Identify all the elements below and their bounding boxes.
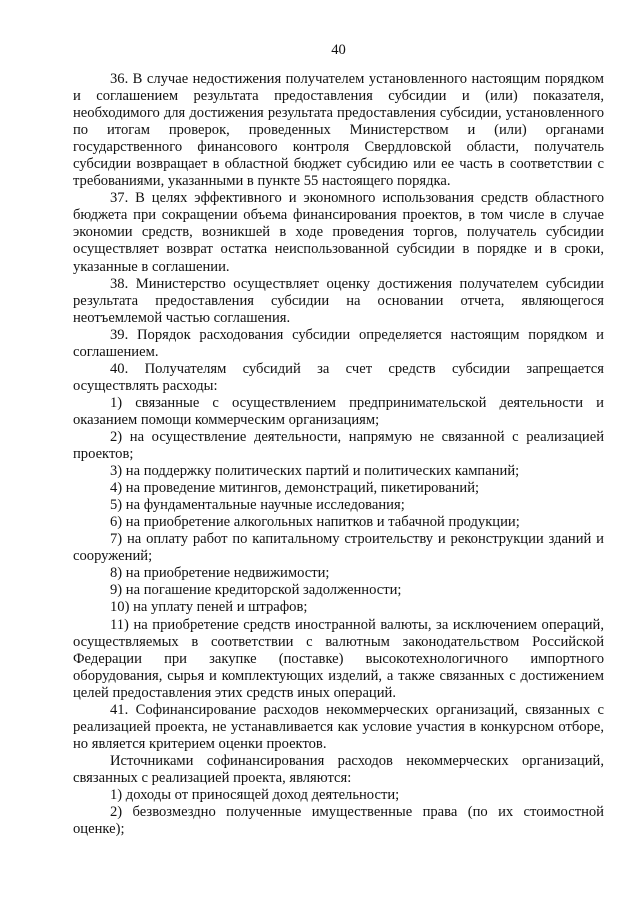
list-item-40-8: 8) на приобретение недвижимости; xyxy=(110,565,330,582)
paragraph-cofinancing-sources: Источниками софинансирования расходов некоммерческих организаций, связанных с реализацией проекта, являются: xyxy=(73,752,604,786)
paragraph-36: 36. В случае недостижения получателем установленного настоящим порядком и соглашением результата предоставления субсидии и (или) показателя, необходимого для достижения результата предоставления субсидии, установленного по итогам проверок, проведенных Министерством и (или) органами государственного финансового контроля Свердловской области, получатель субсидии возвращает в областной бюджет субсидию или ее часть в соответствии с требованиями, указанными в пункте 55 настоящего порядка. xyxy=(73,71,604,190)
paragraph-41: 41. Софинансирование расходов некоммерческих организаций, связанных с реализацией проекта, не устанавливается как условие участия в конкурсном отборе, но является критерием оценки проектов. xyxy=(73,701,604,752)
list-item-40-6: 6) на приобретение алкогольных напитков и табачной продукции; xyxy=(110,514,520,531)
list-item-40-7: 7) на оплату работ по капитальному строительству и реконструкции зданий и сооружений; xyxy=(73,531,604,565)
list-item-sources-2: 2) безвозмездно полученные имущественные права (по их стоимостной оценке); xyxy=(73,804,604,838)
list-item-40-1: 1) связанные с осуществлением предпринимательской деятельности и оказанием помощи коммерческим организациям; xyxy=(73,394,604,428)
list-item-40-4: 4) на проведение митингов, демонстраций, пикетирований; xyxy=(110,480,480,497)
list-item-40-2: 2) на осуществление деятельности, напрямую не связанной с реализацией проектов; xyxy=(73,428,604,463)
list-item-40-9: 9) на погашение кредиторской задолженности; xyxy=(110,582,402,599)
paragraph-37: 37. В целях эффективного и экономного использования средств областного бюджета при сокращении объема финансирования проектов, в том числе в случае экономии средств, возникшей в ходе проведения торгов, получатель субсидии осуществляет возврат остатка неиспользованной субсидии в порядке и в сроки, указанные в соглашении. xyxy=(73,190,604,275)
paragraph-39: 39. Порядок расходования субсидии определяется настоящим порядком и соглашением. xyxy=(73,326,604,360)
page-number: 40 xyxy=(331,42,346,58)
paragraph-40: 40. Получателям субсидий за счет средств субсидии запрещается осуществлять расходы: xyxy=(73,360,604,394)
list-item-40-3: 3) на поддержку политических партий и политических кампаний; xyxy=(110,463,520,480)
list-item-40-11: 11) на приобретение средств иностранной валюты, за исключением операций, осуществляемых в соответствии с валютным законодательством Российской Федерации при закупке (поставке) высокотехнологичного импортного оборудования, сырья и комплектующих изделий, а также связанных с достижением целей предоставления этих средств иных операций. xyxy=(73,616,604,701)
list-item-40-10: 10) на уплату пеней и штрафов; xyxy=(110,599,308,616)
list-item-40-5: 5) на фундаментальные научные исследования; xyxy=(110,497,405,514)
paragraph-38: 38. Министерство осуществляет оценку достижения получателем субсидии результата предоставления субсидии на основании отчета, являющегося неотъемлемой частью соглашения. xyxy=(73,275,604,326)
list-item-sources-1: 1) доходы от приносящей доход деятельности; xyxy=(110,786,400,803)
